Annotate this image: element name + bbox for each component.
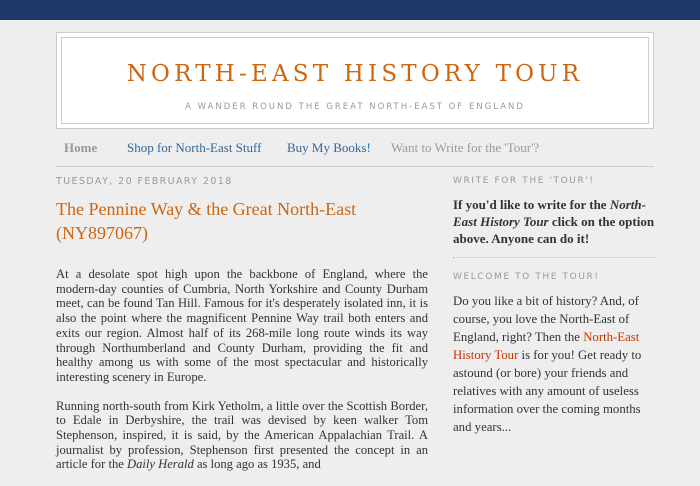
post-date: TUESDAY, 20 FEBRUARY 2018 [56, 176, 233, 187]
post-title[interactable]: The Pennine Way & the Great North-East (NY897067) [56, 199, 357, 243]
nav-divider [56, 166, 654, 167]
sidebar-write-text-b: click on the option above. Anyone can do it! [453, 214, 655, 246]
sidebar-write-text-em: North-East History Tour [453, 197, 646, 229]
page [0, 20, 700, 472]
sidebar-write-text-a: If you'd like to write for the [453, 197, 610, 212]
post-body [56, 267, 428, 472]
nav-buy-books[interactable]: Buy My Books! [287, 140, 371, 155]
nav-home[interactable]: Home [64, 140, 98, 155]
nav-write-for-tour[interactable]: Want to Write for the 'Tour'? [391, 140, 540, 155]
top-bar [0, 0, 700, 20]
blog-header-inner [61, 37, 649, 124]
sidebar-welcome-text-b: is for you! Get ready to astound (or bore) your friends and relatives with any amount of useless information over the coming months and years... [453, 348, 642, 434]
blog-description: A WANDER ROUND THE GREAT NORTH-EAST OF ENGLAND [185, 102, 525, 112]
sidebar-welcome-text [453, 292, 655, 436]
sidebar-welcome-heading: WELCOME TO THE TOUR! [453, 272, 600, 282]
post-paragraph-2 [56, 399, 428, 473]
sidebar-welcome-text-a: Do you like a bit of history? And, of course, you love the North-East of England, right? Then the [453, 294, 639, 344]
sidebar-write-text [453, 196, 655, 247]
post-paragraph-2-b: as long ago as 1935, and [193, 457, 321, 472]
newspaper-name: Daily Herald [126, 457, 194, 472]
sidebar-welcome-link[interactable]: North-East History Tour [453, 330, 640, 362]
nav-shop[interactable]: Shop for North-East Stuff [127, 140, 262, 155]
blog-title[interactable]: NORTH-EAST HISTORY TOUR [126, 61, 584, 87]
sidebar-separator [453, 257, 655, 258]
sidebar-write-heading: WRITE FOR THE 'TOUR'! [453, 176, 595, 186]
post-paragraph-2-a: Running north-south from Kirk Yetholm, a little over the Scottish Border, to Edale in Derbyshire, the trail was devised by keen walker Tom Stephenson, inspired, it is said, by the American Appalachian Trail. A journalist by profession, Stephenson first presented the concept in an article for the [56, 398, 428, 472]
sidebar [453, 176, 655, 436]
main-column [56, 176, 428, 486]
post-paragraph-1: At a desolate spot high upon the backbone of England, where the modern-day counties of Cumbria, North Yorkshire and County Durham meet, can be found Tan Hill. Famous for it's desperately isolated inn, it is also the point where the magnificent Pennine Way trail both enters and exits our region. Almost half of its 268-mile long route winds its way through Northumberland and County Durham, providing the fit and healthy among us with some of the most spectacular and historically interesting scenery in Europe. [56, 267, 428, 384]
blog-header [56, 32, 654, 129]
